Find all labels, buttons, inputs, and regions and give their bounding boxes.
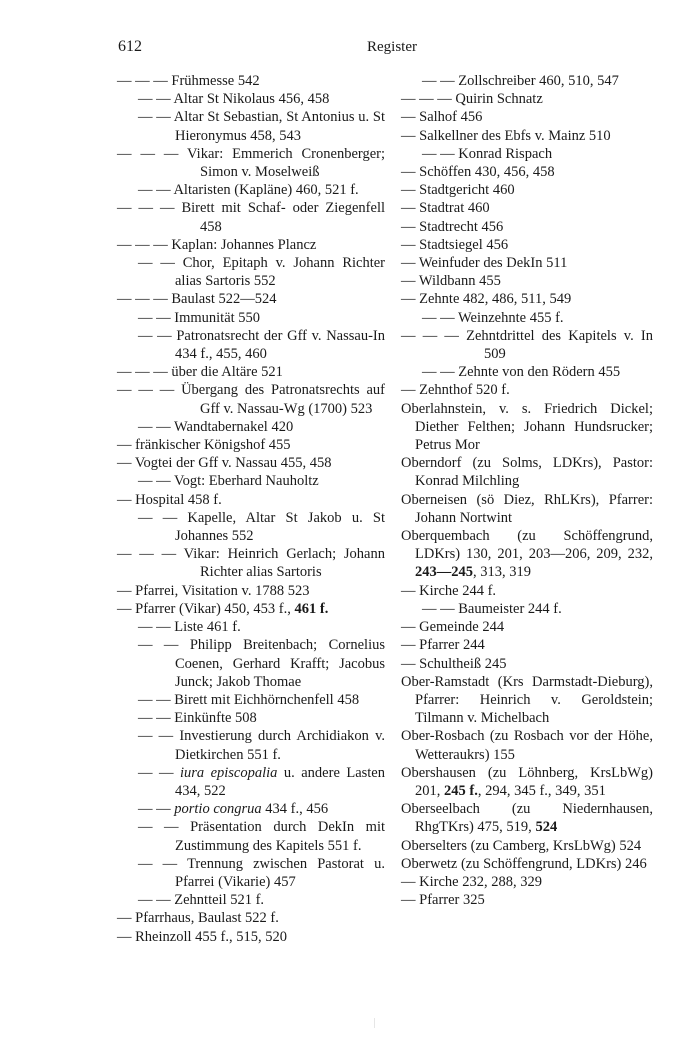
index-entry	[117, 181, 385, 199]
entry-text: — — Baumeister 244 f.	[422, 600, 562, 617]
entry-text: Oberneisen (sö Diez, RhLKrs), Pfarrer: Johann Nortwint	[401, 491, 653, 526]
entry-text: — Pfarrei, Visitation v. 1788 523	[117, 582, 310, 599]
entry-text: — Schöffen 430, 456, 458	[401, 164, 555, 181]
entry-text: Ober-Ramstadt (Krs Darmstadt-Dieburg), Pfarrer: Heinrich v. Geroldstein; Tilmann v. Michelbach	[401, 673, 653, 727]
index-entry	[117, 436, 385, 454]
main-reference: 461 f.	[294, 600, 329, 617]
index-entry	[117, 199, 385, 235]
entry-text: — Pfarrer 244	[401, 637, 485, 654]
index-column-right	[401, 72, 653, 909]
index-entry	[117, 108, 385, 144]
index-entry	[117, 545, 385, 581]
index-entry	[401, 655, 653, 673]
entry-text: — Schultheiß 245	[401, 655, 507, 672]
index-entry	[117, 691, 385, 709]
index-entry	[117, 236, 385, 254]
entry-text: — — Konrad Rispach	[422, 145, 553, 162]
entry-text: — — — Kaplan: Johannes Plancz	[117, 236, 317, 253]
entry-text: — Pfarrer 325	[401, 892, 485, 909]
entry-text: — — — Quirin Schnatz	[401, 91, 543, 108]
entry-text: — — Altar St Nikolaus 456, 458	[138, 91, 330, 108]
index-entry	[401, 90, 653, 108]
main-reference: 243—245	[415, 564, 473, 581]
index-entry	[401, 618, 653, 636]
index-entry	[401, 145, 653, 163]
index-entry	[117, 509, 385, 545]
index-entry	[401, 837, 653, 855]
entry-suffix: u. andere Lasten 434, 522	[175, 764, 385, 799]
index-entry	[401, 855, 653, 873]
index-entry	[401, 491, 653, 527]
index-entry	[117, 928, 385, 946]
entry-text: — — Immunität 550	[138, 309, 261, 326]
entry-text: Oberselters (zu Camberg, KrsLbWg) 524	[401, 837, 642, 854]
index-entry	[117, 800, 385, 818]
entry-text: — Rheinzoll 455 f., 515, 520	[117, 928, 287, 945]
entry-text: — — Philipp Breitenbach; Cornelius Coenen, Gerhard Krafft; Jacobus Junck; Jakob Thomae	[138, 637, 385, 690]
index-entry	[117, 636, 385, 691]
index-entry	[401, 727, 653, 763]
entry-text: — — Zollschreiber 460, 510, 547	[422, 73, 619, 89]
index-entry	[117, 72, 385, 90]
index-entry	[401, 72, 653, 90]
index-entry	[401, 163, 653, 181]
entry-text: — Wildbann 455	[401, 273, 501, 290]
entry-text: — — — Birett mit Schaf- oder Ziegenfell 458	[117, 200, 385, 235]
entry-text: — — — Übergang des Patronatsrechts auf Gff v. Nassau-Wg (1700) 523	[117, 382, 385, 417]
index-entry	[117, 454, 385, 472]
entry-text: Oberlahnstein, v. s. Friedrich Dickel; Diether Felthen; Johann Hundsrucker; Petrus Mor	[401, 400, 653, 454]
index-entry	[401, 873, 653, 891]
main-reference: 245 f.	[444, 782, 478, 799]
entry-suffix: , 313, 319	[473, 564, 531, 581]
entry-text: Oberndorf (zu Solms, LDKrs), Pastor: Konrad Milchling	[401, 455, 653, 490]
entry-text: Ober-Rosbach (zu Rosbach vor der Höhe, Wetteraukrs) 155	[401, 728, 653, 763]
entry-text: — Kirche 232, 288, 329	[401, 873, 542, 890]
index-entry	[401, 582, 653, 600]
index-entry	[401, 272, 653, 290]
entry-text	[401, 527, 653, 582]
latin-term: portio congrua	[174, 801, 262, 818]
index-entry	[117, 363, 385, 381]
entry-text: Oberwetz (zu Schöffengrund, LDKrs) 246	[401, 855, 647, 872]
page-number: 612	[118, 38, 142, 55]
index-entry	[401, 381, 653, 399]
entry-text: — — Vogt: Eberhard Nauholtz	[138, 473, 319, 490]
entry-prefix: — —	[138, 801, 175, 818]
index-entry	[401, 891, 653, 909]
entry-text: — — Kapelle, Altar St Jakob u. St Johannes 552	[138, 509, 385, 545]
entry-text: — Kirche 244 f.	[401, 582, 497, 599]
index-entry	[401, 181, 653, 199]
index-entry	[117, 145, 385, 181]
entry-text	[117, 764, 385, 800]
index-entry	[117, 582, 385, 600]
running-head: Register	[367, 39, 417, 55]
entry-prefix: — —	[138, 764, 180, 781]
index-entry	[117, 727, 385, 763]
index-entry	[117, 381, 385, 417]
index-entry	[117, 855, 385, 891]
entry-text: — — Präsentation durch DekIn mit Zustimmung des Kapitels 551 f.	[138, 819, 385, 854]
index-entry	[117, 709, 385, 727]
entry-text	[401, 764, 653, 800]
entry-text: — — Birett mit Eichhörnchenfell 458	[138, 691, 360, 708]
index-entry	[401, 527, 653, 582]
entry-text: — Vogtei der Gff v. Nassau 455, 458	[117, 455, 332, 472]
index-entry	[401, 454, 653, 490]
gutter-mark	[374, 1018, 375, 1028]
entry-text: — — — Frühmesse 542	[117, 73, 260, 89]
index-entry	[117, 600, 385, 618]
index-entry	[401, 199, 653, 217]
entry-prefix: Obershausen (zu Löhnberg, KrsLbWg) 201,	[401, 764, 653, 799]
index-entry	[117, 90, 385, 108]
entry-text: — Stadtrecht 456	[401, 218, 504, 235]
entry-text: — Salkellner des Ebfs v. Mainz 510	[401, 127, 611, 144]
latin-term: iura episcopalia	[179, 764, 278, 781]
entry-text: — Hospital 458 f.	[117, 491, 222, 508]
index-entry	[401, 636, 653, 654]
entry-text	[117, 600, 385, 618]
entry-text	[401, 800, 653, 836]
main-reference: 524	[535, 819, 558, 836]
entry-text: — Gemeinde 244	[401, 619, 505, 636]
entry-text: — — Zehnte von den Rödern 455	[422, 364, 621, 381]
entry-suffix: 434 f., 456	[261, 801, 329, 818]
entry-text: — — Chor, Epitaph v. Johann Richter alias Sartoris 552	[138, 255, 385, 290]
index-column-left	[117, 72, 385, 946]
index-entry	[401, 327, 653, 363]
index-entry	[401, 800, 653, 836]
entry-text: — Stadtsiegel 456	[401, 236, 509, 253]
entry-text: — — Altar St Sebastian, St Antonius u. St Hieronymus 458, 543	[138, 109, 385, 144]
index-entry	[117, 491, 385, 509]
entry-prefix: Oberquembach (zu Schöffengrund, LDKrs) 130, 201, 203—206, 209, 232,	[401, 528, 653, 563]
entry-text: — Weinfuder des DekIn 511	[401, 255, 568, 272]
entry-text: — — Liste 461 f.	[138, 619, 241, 636]
entry-text: — — Altaristen (Kapläne) 460, 521 f.	[138, 182, 359, 199]
entry-text: — Stadtgericht 460	[401, 182, 515, 199]
index-entry	[117, 309, 385, 327]
entry-text: — — Zehntteil 521 f.	[138, 892, 265, 909]
index-entry	[401, 400, 653, 455]
entry-text: — fränkischer Königshof 455	[117, 437, 291, 454]
entry-text: — — Einkünfte 508	[138, 710, 257, 727]
index-entry	[401, 764, 653, 800]
index-entry	[117, 909, 385, 927]
entry-text: — — Weinzehnte 455 f.	[422, 309, 564, 326]
index-entry	[117, 290, 385, 308]
index-entry	[117, 618, 385, 636]
entry-text: — Salhof 456	[401, 109, 483, 126]
index-entry	[401, 254, 653, 272]
entry-text: — — Wandtabernakel 420	[138, 418, 294, 435]
index-entry	[401, 363, 653, 381]
entry-text: — Stadtrat 460	[401, 200, 490, 217]
index-entry	[117, 764, 385, 800]
index-entry	[117, 327, 385, 363]
entry-prefix: — Pfarrer (Vikar) 450, 453 f.,	[117, 600, 295, 617]
index-entry	[117, 891, 385, 909]
index-entry	[117, 418, 385, 436]
index-entry	[401, 290, 653, 308]
entry-prefix: Oberseelbach (zu Niedernhausen, RhgTKrs) 475, 519,	[401, 801, 653, 836]
entry-text: — Pfarrhaus, Baulast 522 f.	[117, 910, 279, 927]
entry-text: — Zehnthof 520 f.	[401, 382, 510, 399]
index-entry	[117, 472, 385, 490]
entry-text: — — — Baulast 522—524	[117, 291, 277, 308]
entry-text: — — — Zehntdrittel des Kapitels v. In 509	[401, 327, 653, 363]
entry-text: — — — über die Altäre 521	[117, 364, 283, 381]
index-entry	[117, 254, 385, 290]
entry-text: — — — Vikar: Heinrich Gerlach; Johann Richter alias Sartoris	[117, 546, 385, 581]
index-entry	[401, 600, 653, 618]
index-entry	[401, 309, 653, 327]
index-entry	[117, 818, 385, 854]
entry-suffix: , 294, 345 f., 349, 351	[477, 782, 606, 799]
index-entry	[401, 673, 653, 728]
index-entry	[401, 236, 653, 254]
index-entry	[401, 127, 653, 145]
index-entry	[401, 108, 653, 126]
index-entry	[401, 218, 653, 236]
entry-text: — — — Vikar: Emmerich Cronenberger; Simon v. Moselweiß	[117, 145, 385, 181]
entry-text	[117, 800, 385, 818]
entry-text: — — Trennung zwischen Pastorat u. Pfarrei (Vikarie) 457	[138, 855, 385, 890]
entry-text: — — Patronatsrecht der Gff v. Nassau-In 434 f., 455, 460	[138, 327, 385, 363]
entry-text: — Zehnte 482, 486, 511, 549	[401, 291, 572, 308]
entry-text: — — Investierung durch Archidiakon v. Dietkirchen 551 f.	[138, 728, 385, 763]
